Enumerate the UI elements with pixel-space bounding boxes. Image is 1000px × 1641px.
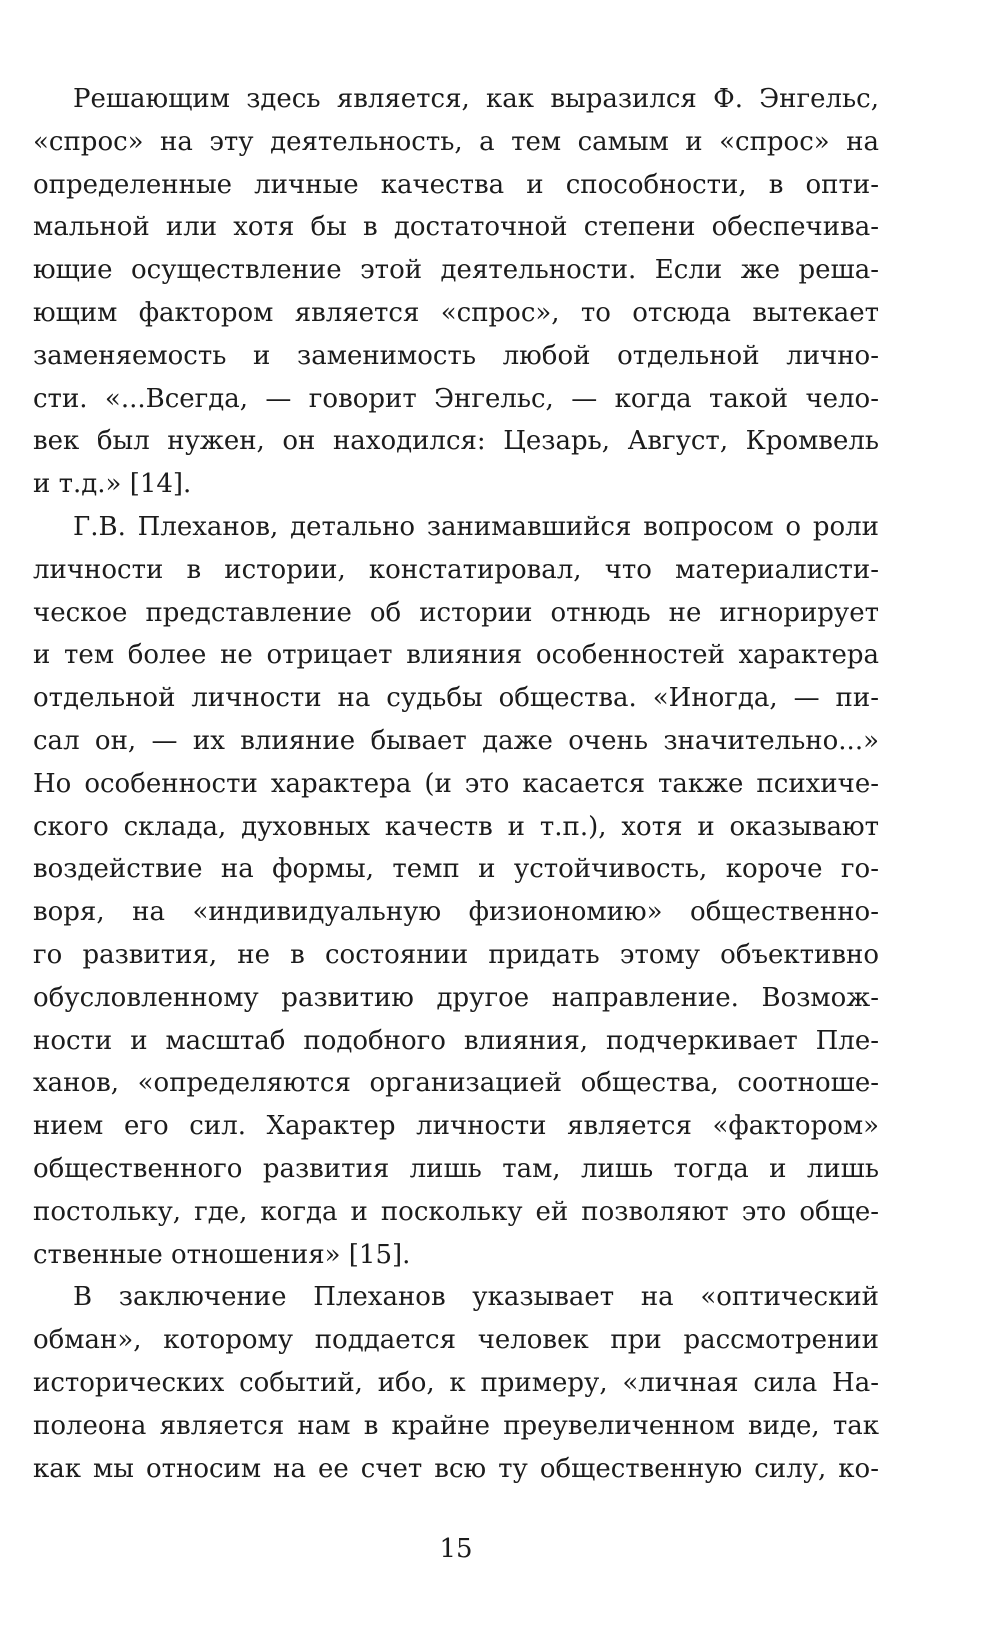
text-line: Решающим здесь является, как выразился Ф. Энгельс,	[73, 84, 879, 114]
text-line: и тем более не отрицает влияния особенностей характера	[33, 640, 879, 671]
text-line: и т.д.» [14].	[33, 469, 192, 500]
text-line: полеона является нам в крайне преувеличенном виде, так	[33, 1410, 879, 1441]
text-line: В заключение Плеханов указывает на «оптический	[73, 1282, 879, 1313]
text-line: ющим фактором является «спрос», то отсюда вытекает	[33, 297, 879, 328]
text-line: исторических событий, ибо, к примеру, «личная сила На-	[33, 1367, 879, 1398]
text-line: обусловленному развитию другое направление. Возмож-	[33, 982, 879, 1013]
text-line: ющие осуществление этой деятельности. Если же реша-	[33, 255, 879, 286]
text-line: ности и масштаб подобного влияния, подчеркивает Пле-	[33, 1025, 879, 1056]
text-line: постольку, где, когда и поскольку ей позволяют это обще-	[33, 1196, 879, 1227]
text-line: как мы относим на ее счет всю ту общественную силу, ко-	[33, 1453, 879, 1484]
body-text	[33, 78, 879, 1490]
text-line: ческое представление об истории отнюдь не игнорирует	[33, 597, 879, 628]
text-line: Но особенности характера (и это касается также психиче-	[33, 768, 879, 799]
text-line: мальной или хотя бы в достаточной степени обеспечива-	[33, 212, 879, 243]
text-line: личности в истории, констатировал, что материалисти-	[33, 554, 879, 585]
text-line: воздействие на формы, темп и устойчивость, короче го-	[33, 854, 879, 885]
text-line: век был нужен, он находился: Цезарь, Август, Кромвель	[33, 426, 879, 457]
text-line: Г.В. Плеханов, детально занимавшийся вопросом о роли	[73, 511, 879, 542]
text-line: определенные личные качества и способности, в опти-	[33, 169, 879, 200]
text-line: общественного развития лишь там, лишь тогда и лишь	[33, 1153, 879, 1184]
text-line: ского склада, духовных качеств и т.п.), хотя и оказывают	[33, 811, 879, 842]
text-line: сти. «...Всегда, — говорит Энгельс, — когда такой чело-	[33, 383, 879, 414]
page-number: 15	[439, 1534, 473, 1564]
text-line: «спрос» на эту деятельность, а тем самым и «спрос» на	[33, 126, 879, 157]
text-line: отдельной личности на судьбы общества. «Иногда, — пи-	[33, 683, 879, 714]
text-line: го развития, не в состоянии придать этому объективно	[33, 939, 879, 970]
text-line: обман», которому поддается человек при рассмотрении	[33, 1325, 879, 1356]
text-line: сал он, — их влияние бывает даже очень значительно...»	[33, 725, 879, 756]
text-line: заменяемость и заменимость любой отдельной лично-	[33, 340, 879, 371]
text-line: ханов, «определяются организацией общества, соотноше-	[33, 1068, 879, 1099]
text-line: ственные отношения» [15].	[33, 1239, 411, 1270]
text-line: воря, на «индивидуальную физиономию» общественно-	[33, 897, 879, 928]
text-line: нием его сил. Характер личности является «фактором»	[33, 1111, 879, 1142]
